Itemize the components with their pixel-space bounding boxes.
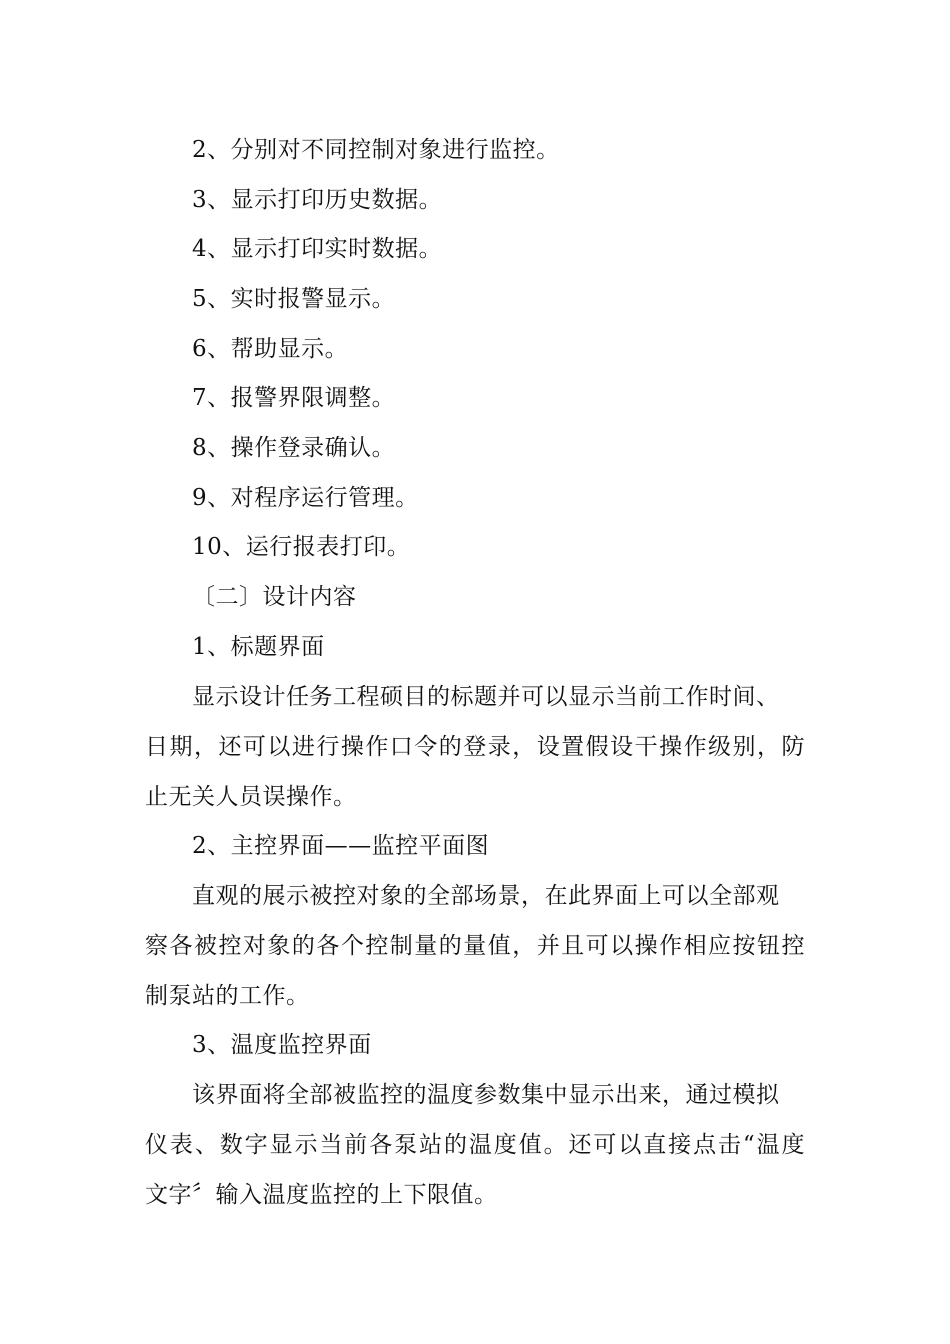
list-item: 10、运行报表打印。: [192, 534, 411, 560]
paragraph-line: 仪表、数字显示当前各泵站的温度值。还可以直接点击“温度: [145, 1132, 805, 1158]
list-item: 5、实时报警显示。: [192, 286, 396, 312]
list-item: 3、显示打印历史数据。: [192, 187, 443, 213]
list-item: 2、分别对不同控制对象进行监控。: [192, 137, 560, 163]
list-item: 6、帮助显示。: [192, 336, 349, 362]
section-heading: 〔二〕设计内容: [192, 584, 357, 610]
paragraph-line: 直观的展示被控对象的全部场景，在此界面上可以全部观: [192, 883, 780, 909]
subsection-heading: 2、主控界面——监控平面图: [192, 833, 490, 859]
subsection-heading: 1、标题界面: [192, 634, 325, 660]
list-item: 7、报警界限调整。: [192, 385, 396, 411]
list-item: 8、操作登录确认。: [192, 435, 396, 461]
paragraph-line: 文字〞输入温度监控的上下限值。: [145, 1182, 498, 1208]
paragraph-line: 制泵站的工作。: [145, 983, 310, 1009]
list-item: 4、显示打印实时数据。: [192, 236, 443, 262]
paragraph-line: 察各被控对象的各个控制量的量值，并且可以操作相应按钮控: [145, 933, 805, 959]
paragraph-line: 显示设计任务工程硕目的标题并可以显示当前工作时间、: [192, 684, 780, 710]
list-item: 9、对程序运行管理。: [192, 485, 419, 511]
subsection-heading: 3、温度监控界面: [192, 1032, 372, 1058]
paragraph-line: 日期，还可以进行操作口令的登录，设置假设干操作级别，防: [145, 734, 805, 760]
paragraph-line: 止无关人员误操作。: [145, 784, 357, 810]
paragraph-line: 该界面将全部被监控的温度参数集中显示出来，通过模拟: [192, 1082, 780, 1108]
